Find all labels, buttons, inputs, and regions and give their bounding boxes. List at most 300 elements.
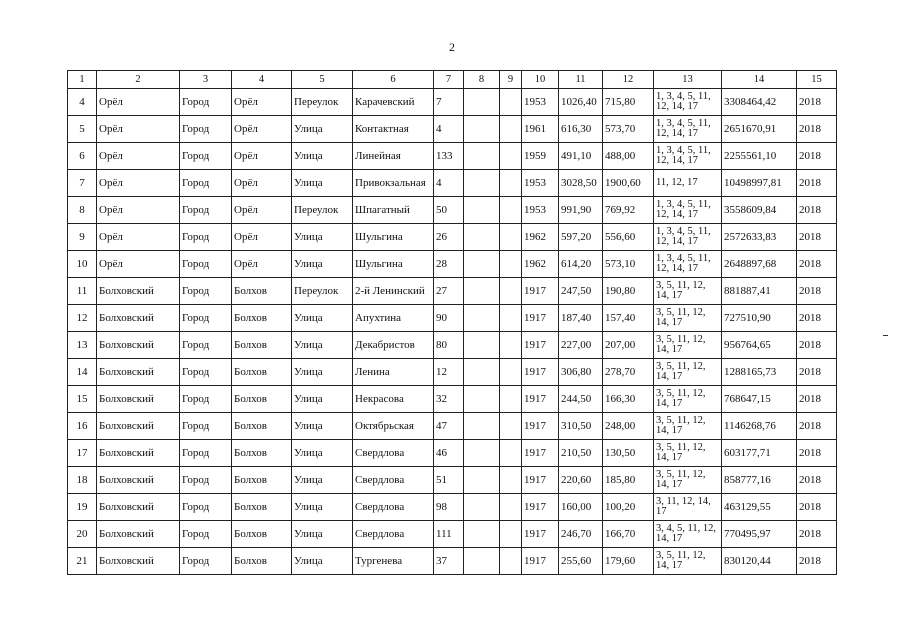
table-cell-col-5: Улица (292, 332, 353, 359)
table-cell-col-14: 956764,65 (722, 332, 797, 359)
column-header-1: 1 (68, 71, 97, 89)
table-cell-col-10: 1961 (522, 116, 559, 143)
table-cell-col-14: 830120,44 (722, 548, 797, 575)
table-cell-col-11: 255,60 (559, 548, 603, 575)
table-cell-col-9 (500, 413, 522, 440)
table-cell-col-8 (464, 440, 500, 467)
table-cell-col-9 (500, 116, 522, 143)
table-cell-col-6: Шульгина (353, 251, 434, 278)
table-cell-col-12: 488,00 (603, 143, 654, 170)
table-cell-col-13: 11, 12, 17 (654, 170, 722, 197)
table-row (68, 359, 837, 386)
column-header-13: 13 (654, 71, 722, 89)
table-row (68, 467, 837, 494)
table-cell-col-1: 5 (68, 116, 97, 143)
table-cell-col-15: 2018 (797, 467, 837, 494)
table-cell-col-9 (500, 143, 522, 170)
table-cell-col-7: 98 (434, 494, 464, 521)
header-row (68, 71, 837, 89)
table-cell-col-12: 248,00 (603, 413, 654, 440)
table-cell-col-13: 3, 4, 5, 11, 12, 14, 17 (654, 521, 722, 548)
table-cell-col-5: Улица (292, 305, 353, 332)
table-cell-col-4: Болхов (232, 305, 292, 332)
table-row (68, 332, 837, 359)
table-cell-col-7: 7 (434, 89, 464, 116)
table-cell-col-9 (500, 170, 522, 197)
table-cell-col-13: 3, 5, 11, 12, 14, 17 (654, 332, 722, 359)
table-cell-col-6: Ленина (353, 359, 434, 386)
table-cell-col-12: 769,92 (603, 197, 654, 224)
table-cell-col-1: 19 (68, 494, 97, 521)
table-cell-col-13: 3, 5, 11, 12, 14, 17 (654, 359, 722, 386)
table-cell-col-15: 2018 (797, 332, 837, 359)
table-cell-col-1: 12 (68, 305, 97, 332)
table-cell-col-3: Город (180, 548, 232, 575)
table-cell-col-7: 32 (434, 386, 464, 413)
table-cell-col-5: Улица (292, 386, 353, 413)
column-header-12: 12 (603, 71, 654, 89)
table-cell-col-14: 727510,90 (722, 305, 797, 332)
table-cell-col-12: 166,70 (603, 521, 654, 548)
table-cell-col-3: Город (180, 224, 232, 251)
table-cell-col-8 (464, 521, 500, 548)
table-cell-col-14: 2648897,68 (722, 251, 797, 278)
table-cell-col-7: 4 (434, 170, 464, 197)
table-cell-col-8 (464, 278, 500, 305)
table-cell-col-10: 1917 (522, 386, 559, 413)
table-cell-col-7: 111 (434, 521, 464, 548)
table-cell-col-2: Болховский (97, 440, 180, 467)
column-header-9: 9 (500, 71, 522, 89)
table-cell-col-7: 12 (434, 359, 464, 386)
table-cell-col-5: Улица (292, 521, 353, 548)
table-cell-col-6: Линейная (353, 143, 434, 170)
table-cell-col-2: Орёл (97, 170, 180, 197)
table-cell-col-14: 768647,15 (722, 386, 797, 413)
table-cell-col-3: Город (180, 89, 232, 116)
table-cell-col-13: 1, 3, 4, 5, 11, 12, 14, 17 (654, 197, 722, 224)
table-cell-col-13: 3, 5, 11, 12, 14, 17 (654, 413, 722, 440)
table-cell-col-15: 2018 (797, 224, 837, 251)
table-cell-col-1: 4 (68, 89, 97, 116)
table-cell-col-15: 2018 (797, 278, 837, 305)
table-cell-col-8 (464, 413, 500, 440)
table-cell-col-13: 3, 5, 11, 12, 14, 17 (654, 278, 722, 305)
table-cell-col-12: 157,40 (603, 305, 654, 332)
table-cell-col-8 (464, 332, 500, 359)
table-cell-col-6: Апухтина (353, 305, 434, 332)
table-cell-col-6: Шпагатный (353, 197, 434, 224)
table-cell-col-8 (464, 143, 500, 170)
table-cell-col-1: 17 (68, 440, 97, 467)
table-row (68, 224, 837, 251)
table-cell-col-13: 1, 3, 4, 5, 11, 12, 14, 17 (654, 251, 722, 278)
table-cell-col-9 (500, 305, 522, 332)
table-cell-col-4: Болхов (232, 521, 292, 548)
table-cell-col-1: 18 (68, 467, 97, 494)
table-cell-col-10: 1953 (522, 197, 559, 224)
table-cell-col-9 (500, 251, 522, 278)
table-cell-col-2: Болховский (97, 413, 180, 440)
table-cell-col-5: Переулок (292, 89, 353, 116)
table-cell-col-12: 556,60 (603, 224, 654, 251)
table-cell-col-7: 47 (434, 413, 464, 440)
table-cell-col-13: 3, 5, 11, 12, 14, 17 (654, 440, 722, 467)
table-cell-col-11: 227,00 (559, 332, 603, 359)
table-cell-col-9 (500, 359, 522, 386)
table-cell-col-6: Октябрьская (353, 413, 434, 440)
table-cell-col-3: Город (180, 305, 232, 332)
table-cell-col-4: Болхов (232, 359, 292, 386)
table-cell-col-12: 1900,60 (603, 170, 654, 197)
table-cell-col-6: Свердлова (353, 521, 434, 548)
table-cell-col-1: 6 (68, 143, 97, 170)
column-header-10: 10 (522, 71, 559, 89)
table-row (68, 413, 837, 440)
table-cell-col-14: 603177,71 (722, 440, 797, 467)
table-cell-col-7: 27 (434, 278, 464, 305)
table-cell-col-7: 51 (434, 467, 464, 494)
table-cell-col-3: Город (180, 197, 232, 224)
table-cell-col-5: Улица (292, 359, 353, 386)
table-cell-col-13: 1, 3, 4, 5, 11, 12, 14, 17 (654, 224, 722, 251)
table-cell-col-11: 991,90 (559, 197, 603, 224)
table-cell-col-1: 16 (68, 413, 97, 440)
table-cell-col-11: 491,10 (559, 143, 603, 170)
table-cell-col-9 (500, 224, 522, 251)
table-cell-col-14: 770495,97 (722, 521, 797, 548)
table-cell-col-4: Болхов (232, 386, 292, 413)
column-header-5: 5 (292, 71, 353, 89)
table-row (68, 305, 837, 332)
table-cell-col-12: 190,80 (603, 278, 654, 305)
table-cell-col-10: 1917 (522, 332, 559, 359)
table-cell-col-6: Свердлова (353, 494, 434, 521)
table-cell-col-8 (464, 116, 500, 143)
table-cell-col-3: Город (180, 332, 232, 359)
table-cell-col-12: 207,00 (603, 332, 654, 359)
table-cell-col-7: 90 (434, 305, 464, 332)
table-cell-col-7: 28 (434, 251, 464, 278)
table-cell-col-13: 1, 3, 4, 5, 11, 12, 14, 17 (654, 89, 722, 116)
table-cell-col-3: Город (180, 143, 232, 170)
table-cell-col-14: 1146268,76 (722, 413, 797, 440)
table-cell-col-1: 7 (68, 170, 97, 197)
table-cell-col-15: 2018 (797, 521, 837, 548)
table-cell-col-8 (464, 305, 500, 332)
column-header-4: 4 (232, 71, 292, 89)
table-cell-col-10: 1917 (522, 548, 559, 575)
table-cell-col-10: 1959 (522, 143, 559, 170)
table-cell-col-11: 160,00 (559, 494, 603, 521)
column-header-7: 7 (434, 71, 464, 89)
table-cell-col-7: 26 (434, 224, 464, 251)
table-cell-col-12: 130,50 (603, 440, 654, 467)
table-cell-col-9 (500, 521, 522, 548)
table-cell-col-2: Орёл (97, 224, 180, 251)
table-cell-col-1: 8 (68, 197, 97, 224)
table-cell-col-3: Город (180, 278, 232, 305)
table-cell-col-15: 2018 (797, 305, 837, 332)
table-cell-col-14: 3558609,84 (722, 197, 797, 224)
table-cell-col-11: 614,20 (559, 251, 603, 278)
table-cell-col-14: 463129,55 (722, 494, 797, 521)
table-cell-col-2: Орёл (97, 89, 180, 116)
table-row (68, 197, 837, 224)
table-cell-col-5: Улица (292, 548, 353, 575)
table-cell-col-7: 4 (434, 116, 464, 143)
table-cell-col-4: Орёл (232, 197, 292, 224)
table-cell-col-3: Город (180, 494, 232, 521)
table-cell-col-2: Орёл (97, 143, 180, 170)
table-cell-col-4: Орёл (232, 224, 292, 251)
table-cell-col-11: 247,50 (559, 278, 603, 305)
table-cell-col-8 (464, 170, 500, 197)
table-cell-col-6: Декабристов (353, 332, 434, 359)
table-cell-col-8 (464, 467, 500, 494)
table-cell-col-11: 3028,50 (559, 170, 603, 197)
table-cell-col-3: Город (180, 170, 232, 197)
table-cell-col-9 (500, 197, 522, 224)
table-cell-col-7: 50 (434, 197, 464, 224)
table-cell-col-11: 1026,40 (559, 89, 603, 116)
table-cell-col-2: Орёл (97, 251, 180, 278)
table-cell-col-10: 1917 (522, 413, 559, 440)
table-cell-col-15: 2018 (797, 548, 837, 575)
table-cell-col-12: 166,30 (603, 386, 654, 413)
table-cell-col-1: 20 (68, 521, 97, 548)
table-cell-col-15: 2018 (797, 116, 837, 143)
table-cell-col-2: Орёл (97, 116, 180, 143)
table-cell-col-10: 1917 (522, 278, 559, 305)
table-cell-col-13: 3, 5, 11, 12, 14, 17 (654, 467, 722, 494)
table-row (68, 548, 837, 575)
table-cell-col-8 (464, 197, 500, 224)
table-cell-col-15: 2018 (797, 251, 837, 278)
table-cell-col-12: 179,60 (603, 548, 654, 575)
table-cell-col-6: Свердлова (353, 467, 434, 494)
table-cell-col-13: 3, 5, 11, 12, 14, 17 (654, 305, 722, 332)
table-cell-col-2: Болховский (97, 467, 180, 494)
table-cell-col-13: 3, 11, 12, 14, 17 (654, 494, 722, 521)
table-row (68, 116, 837, 143)
table-cell-col-12: 100,20 (603, 494, 654, 521)
table-cell-col-12: 185,80 (603, 467, 654, 494)
register-table (67, 70, 837, 575)
table-cell-col-14: 2572633,83 (722, 224, 797, 251)
table-cell-col-11: 210,50 (559, 440, 603, 467)
table-cell-col-3: Город (180, 467, 232, 494)
table-cell-col-11: 616,30 (559, 116, 603, 143)
table-cell-col-9 (500, 89, 522, 116)
table-cell-col-4: Болхов (232, 494, 292, 521)
table-cell-col-15: 2018 (797, 440, 837, 467)
column-header-11: 11 (559, 71, 603, 89)
table-row (68, 440, 837, 467)
column-header-6: 6 (353, 71, 434, 89)
table-cell-col-1: 11 (68, 278, 97, 305)
table-cell-col-6: Привокзальная (353, 170, 434, 197)
table-cell-col-5: Улица (292, 440, 353, 467)
edge-mark (883, 335, 888, 336)
column-header-15: 15 (797, 71, 837, 89)
table-cell-col-4: Болхов (232, 413, 292, 440)
table-cell-col-13: 1, 3, 4, 5, 11, 12, 14, 17 (654, 143, 722, 170)
table-cell-col-1: 9 (68, 224, 97, 251)
table-cell-col-3: Город (180, 116, 232, 143)
table-cell-col-12: 715,80 (603, 89, 654, 116)
table-cell-col-2: Болховский (97, 521, 180, 548)
table-cell-col-8 (464, 548, 500, 575)
table-cell-col-12: 278,70 (603, 359, 654, 386)
table-cell-col-7: 37 (434, 548, 464, 575)
table-cell-col-4: Орёл (232, 251, 292, 278)
table-cell-col-4: Болхов (232, 548, 292, 575)
table-cell-col-4: Болхов (232, 332, 292, 359)
table-cell-col-9 (500, 548, 522, 575)
table-cell-col-12: 573,70 (603, 116, 654, 143)
table-cell-col-11: 187,40 (559, 305, 603, 332)
table-cell-col-15: 2018 (797, 143, 837, 170)
table-cell-col-6: 2-й Ленинский (353, 278, 434, 305)
table-cell-col-5: Улица (292, 224, 353, 251)
table-cell-col-5: Улица (292, 467, 353, 494)
table-cell-col-15: 2018 (797, 89, 837, 116)
table-cell-col-10: 1917 (522, 467, 559, 494)
table-row (68, 278, 837, 305)
table-cell-col-14: 881887,41 (722, 278, 797, 305)
table-cell-col-1: 14 (68, 359, 97, 386)
table-cell-col-10: 1917 (522, 494, 559, 521)
table-cell-col-13: 1, 3, 4, 5, 11, 12, 14, 17 (654, 116, 722, 143)
table-cell-col-4: Болхов (232, 467, 292, 494)
table-cell-col-15: 2018 (797, 494, 837, 521)
column-header-2: 2 (97, 71, 180, 89)
table-cell-col-6: Некрасова (353, 386, 434, 413)
table-cell-col-2: Болховский (97, 386, 180, 413)
table-cell-col-9 (500, 278, 522, 305)
table-cell-col-13: 3, 5, 11, 12, 14, 17 (654, 548, 722, 575)
table-cell-col-15: 2018 (797, 170, 837, 197)
table-cell-col-14: 10498997,81 (722, 170, 797, 197)
table-cell-col-6: Контактная (353, 116, 434, 143)
table-cell-col-13: 3, 5, 11, 12, 14, 17 (654, 386, 722, 413)
table-row (68, 251, 837, 278)
table-cell-col-14: 858777,16 (722, 467, 797, 494)
table-cell-col-10: 1962 (522, 224, 559, 251)
table-cell-col-12: 573,10 (603, 251, 654, 278)
table-cell-col-8 (464, 89, 500, 116)
column-header-8: 8 (464, 71, 500, 89)
table-cell-col-11: 597,20 (559, 224, 603, 251)
table-cell-col-8 (464, 386, 500, 413)
table-cell-col-3: Город (180, 251, 232, 278)
table-cell-col-11: 220,60 (559, 467, 603, 494)
table-cell-col-8 (464, 359, 500, 386)
table-cell-col-15: 2018 (797, 197, 837, 224)
table-cell-col-1: 15 (68, 386, 97, 413)
table-row (68, 494, 837, 521)
table-cell-col-2: Болховский (97, 494, 180, 521)
table-cell-col-1: 13 (68, 332, 97, 359)
table-cell-col-15: 2018 (797, 413, 837, 440)
table-row (68, 170, 837, 197)
table-cell-col-4: Орёл (232, 89, 292, 116)
table-cell-col-6: Карачевский (353, 89, 434, 116)
table-cell-col-5: Улица (292, 251, 353, 278)
table-cell-col-8 (464, 494, 500, 521)
table-cell-col-9 (500, 386, 522, 413)
table-cell-col-9 (500, 332, 522, 359)
table-header (68, 71, 837, 89)
table-cell-col-3: Город (180, 521, 232, 548)
table-cell-col-6: Шульгина (353, 224, 434, 251)
table-cell-col-14: 1288165,73 (722, 359, 797, 386)
table-cell-col-14: 3308464,42 (722, 89, 797, 116)
table-cell-col-11: 244,50 (559, 386, 603, 413)
table-row (68, 521, 837, 548)
table-body (68, 89, 837, 575)
table-cell-col-10: 1953 (522, 170, 559, 197)
table-cell-col-3: Город (180, 386, 232, 413)
table-cell-col-2: Болховский (97, 305, 180, 332)
table-cell-col-14: 2651670,91 (722, 116, 797, 143)
table-row (68, 386, 837, 413)
table-cell-col-9 (500, 494, 522, 521)
table-cell-col-9 (500, 467, 522, 494)
table-cell-col-8 (464, 224, 500, 251)
table-cell-col-2: Болховский (97, 548, 180, 575)
table-cell-col-5: Переулок (292, 197, 353, 224)
table-cell-col-3: Город (180, 440, 232, 467)
table-cell-col-14: 2255561,10 (722, 143, 797, 170)
table-cell-col-6: Тургенева (353, 548, 434, 575)
table-cell-col-10: 1917 (522, 521, 559, 548)
table-cell-col-2: Болховский (97, 278, 180, 305)
table-cell-col-5: Улица (292, 494, 353, 521)
table-row (68, 143, 837, 170)
table-cell-col-10: 1917 (522, 359, 559, 386)
column-header-3: 3 (180, 71, 232, 89)
table-cell-col-10: 1917 (522, 305, 559, 332)
table-cell-col-5: Улица (292, 143, 353, 170)
table-cell-col-15: 2018 (797, 359, 837, 386)
table-cell-col-5: Улица (292, 413, 353, 440)
table-cell-col-2: Болховский (97, 332, 180, 359)
table-cell-col-10: 1917 (522, 440, 559, 467)
table-cell-col-4: Болхов (232, 278, 292, 305)
page-number: 2 (449, 40, 455, 54)
table-row (68, 89, 837, 116)
table-cell-col-2: Болховский (97, 359, 180, 386)
table-cell-col-7: 46 (434, 440, 464, 467)
table-cell-col-4: Орёл (232, 116, 292, 143)
table-cell-col-1: 21 (68, 548, 97, 575)
table-cell-col-10: 1962 (522, 251, 559, 278)
table-cell-col-6: Свердлова (353, 440, 434, 467)
table-cell-col-5: Переулок (292, 278, 353, 305)
table-cell-col-8 (464, 251, 500, 278)
table-cell-col-15: 2018 (797, 386, 837, 413)
table-cell-col-3: Город (180, 413, 232, 440)
table-cell-col-11: 306,80 (559, 359, 603, 386)
table-cell-col-11: 246,70 (559, 521, 603, 548)
table-cell-col-2: Орёл (97, 197, 180, 224)
table-cell-col-7: 133 (434, 143, 464, 170)
table-cell-col-1: 10 (68, 251, 97, 278)
table-cell-col-10: 1953 (522, 89, 559, 116)
table-cell-col-4: Болхов (232, 440, 292, 467)
